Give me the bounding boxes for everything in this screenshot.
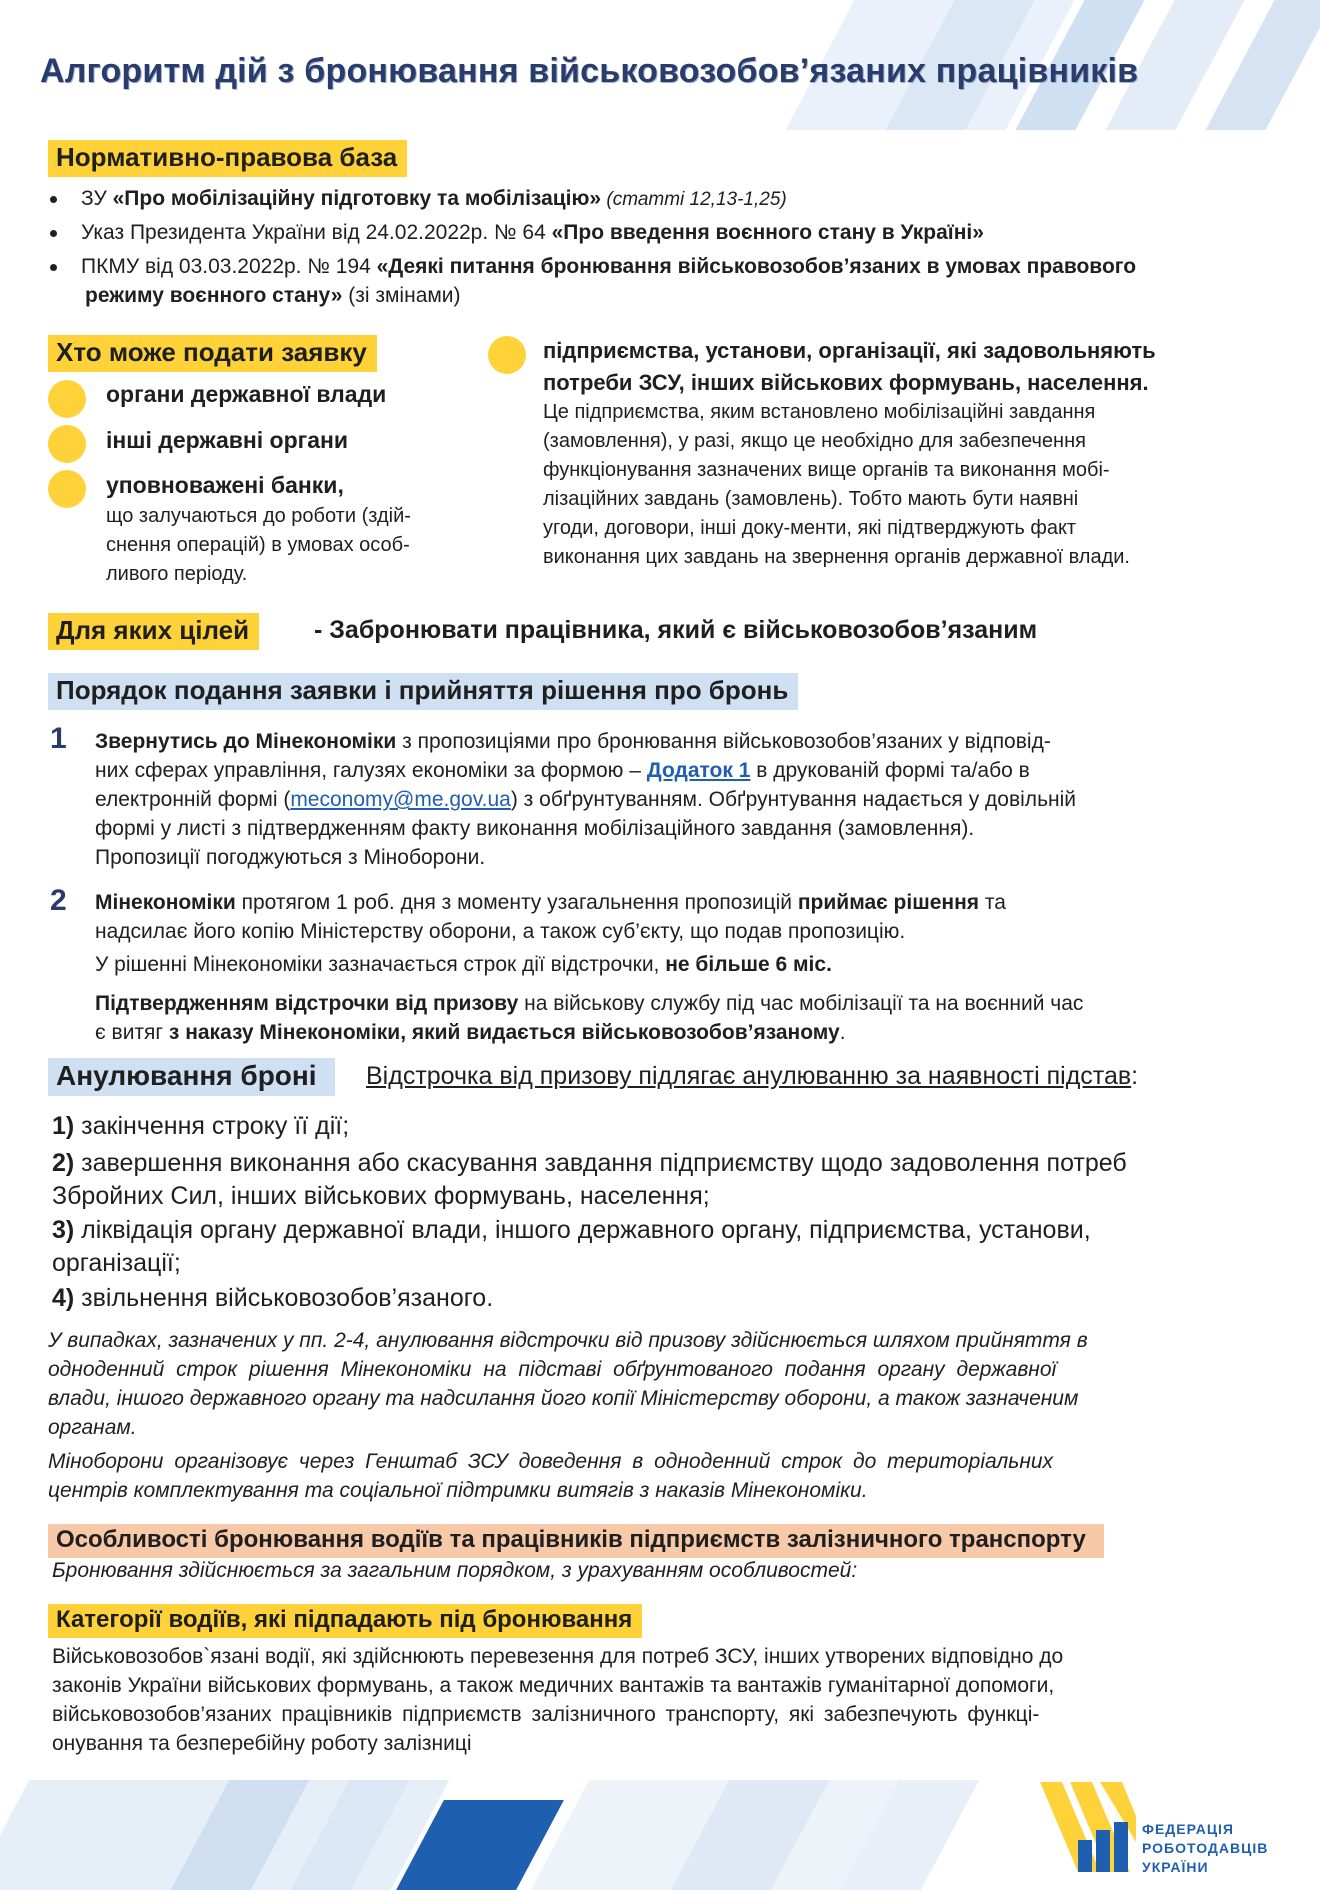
- who-right-bold-2: потреби ЗСУ, інших військових формувань, населення.: [543, 370, 1149, 395]
- legal-item-3-cont: режиму воєнного стану» (зі змінами): [85, 284, 461, 307]
- goals-text: - Забронювати працівника, який є військовозобов’язаним: [314, 616, 1038, 644]
- goals-heading: Для яких цілей: [48, 613, 259, 650]
- federation-logo-text: ФЕДЕРАЦІЯ РОБОТОДАВЦІВ УКРАЇНИ: [1142, 1821, 1269, 1875]
- cancel-note1-line-4: органам.: [48, 1416, 137, 1439]
- bullet-dot: [50, 264, 57, 271]
- who-heading: Хто може подати заявку: [48, 335, 377, 372]
- cancel-item-1: 1) закінчення строку її дії;: [52, 1112, 350, 1140]
- step1-line-3: електронній формі (meconomy@me.gov.ua) з обґрунтуванням. Обґрунтування надається у довільній: [95, 788, 1076, 811]
- drivers-heading: Особливості бронювання водіїв та працівників підприємств залізничного транспорту: [48, 1524, 1104, 1558]
- cancel-intro: Відстрочка від призову підлягає анулюванню за наявності підстав:: [366, 1062, 1139, 1090]
- step2-line-2: надсилає його копію Міністерству оборони, а також суб’єкту, що подав пропозицію.: [95, 920, 906, 943]
- procedure-heading: Порядок подання заявки і прийняття рішення про бронь: [48, 673, 798, 710]
- addendum-1-link[interactable]: Додаток 1: [646, 759, 751, 782]
- cancel-note1-line-3: влади, іншого державного органу та надсилання його копії Міністерству оборони, а також зазначеним: [48, 1387, 1079, 1410]
- who-item-3-desc-2: снення операцій) в умовах особ-: [106, 534, 410, 556]
- step-number-2: 2: [50, 884, 67, 917]
- cancel-item-3-cont: організації;: [52, 1249, 181, 1277]
- step1-line-2: них сферах управління, галузях економіки за формою – Додаток 1 в друкованій формі та/або в: [95, 759, 1030, 782]
- who-item-2: інші державні органи: [106, 427, 349, 453]
- bullet-dot: [50, 230, 57, 237]
- step-number-1: 1: [50, 722, 67, 755]
- who-right-line-3: функціонування зазначених вище органів та виконання мобі-: [543, 459, 1110, 481]
- who-item-3-desc-3: ливого періоду.: [106, 563, 248, 585]
- cancel-item-4: 4) звільнення військовозобов’язаного.: [52, 1284, 494, 1312]
- step1-line-4: формі у листі з підтвердженням факту виконання мобілізаційного завдання (замовлення).: [95, 817, 975, 840]
- yellow-circle-icon: [48, 380, 86, 418]
- drivers-category-heading: Категорії водіїв, які підпадають під бронювання: [48, 1604, 642, 1638]
- drivers-sub: Бронювання здійснюється за загальним порядком, з урахуванням особливостей:: [52, 1559, 858, 1582]
- bullet-dot: [50, 196, 57, 203]
- step2-line-1: Мінекономіки протягом 1 роб. дня з моменту узагальнення пропозицій приймає рішення та: [95, 891, 1006, 914]
- yellow-circle-icon: [48, 470, 86, 508]
- cancel-heading: Анулювання броні: [48, 1058, 335, 1096]
- who-item-1: органи державної влади: [106, 381, 387, 407]
- legal-item-1: ЗУ «Про мобілізаційну підготовку та мобілізацію» (статті 12,13-1,25): [50, 184, 787, 214]
- cancel-note1-line-1: У випадках, зазначених у пп. 2-4, анулювання відстрочки від призову здійснюється шляхом прийняття в: [48, 1329, 1088, 1352]
- who-right-line-2: (замовлення), у разі, якщо це необхідно для забезпечення: [543, 430, 1086, 452]
- cancel-note2-line-2: центрів комплектування та соціальної підтримки витягів з наказів Мінекономіки.: [48, 1479, 868, 1502]
- who-right-line-1: Це підприємства, яким встановлено мобілізаційні завдання: [543, 401, 1096, 423]
- step2-line-5: є витяг з наказу Мінекономіки, який видається військовозобов’язаному.: [95, 1021, 846, 1044]
- drivers-line-4: онування та безперебійну роботу залізниці: [52, 1732, 472, 1755]
- yellow-circle-icon: [488, 336, 526, 374]
- cancel-item-3: 3) ліквідація органу державної влади, іншого державного органу, підприємства, установи,: [52, 1216, 1091, 1244]
- legal-item-2: Указ Президента України від 24.02.2022р. № 64 «Про введення воєнного стану в Україні»: [50, 218, 984, 247]
- cancel-item-2: 2) завершення виконання або скасування завдання підприємству щодо задоволення потреб: [52, 1149, 1127, 1177]
- cancel-note2-line-1: Міноборони організовує через Генштаб ЗСУ доведення в одноденний строк до територіальних: [48, 1450, 1054, 1473]
- email-link[interactable]: meconomy@me.gov.ua: [290, 788, 511, 811]
- drivers-line-2: законів України військових формувань, а також медичних вантажів та вантажів гуманітарної допомоги,: [52, 1674, 1055, 1697]
- who-item-3-desc-1: що залучаються до роботи (здій-: [106, 505, 411, 527]
- who-right-bold-1: підприємства, установи, організації, які задовольняють: [543, 338, 1156, 363]
- page-title: Алгоритм дій з бронювання військовозобов’язаних працівників: [40, 52, 1139, 90]
- step1-line-5: Пропозиції погоджуються з Міноборони.: [95, 846, 486, 869]
- step2-line-4: Підтвердженням відстрочки від призову на військову службу під час мобілізації та на воєнний час: [95, 992, 1084, 1015]
- who-right-line-6: виконання цих завдань на звернення органів державної влади.: [543, 546, 1130, 568]
- cancel-item-2-cont: Збройних Сил, інших військових формувань, населення;: [52, 1182, 710, 1210]
- step2-line-3: У рішенні Мінекономіки зазначається строк дії відстрочки, не більше 6 міс.: [95, 953, 832, 976]
- legal-item-3: ПКМУ від 03.03.2022р. № 194 «Деякі питання бронювання військовозобов’язаних в умовах правового: [50, 252, 1136, 281]
- who-right-line-5: угоди, договори, інші доку-менти, які підтверджують факт: [543, 517, 1077, 539]
- who-right-line-4: лізаційних завдань (замовлень). Тобто мають бути наявні: [543, 488, 1079, 510]
- federation-logo-icon: [1040, 1782, 1136, 1872]
- drivers-line-3: військовозобов’язаних працівників підприємств залізничного транспорту, які забезпечують функці-: [52, 1703, 1040, 1726]
- who-item-3: уповноважені банки,: [106, 472, 344, 498]
- cancel-note1-line-2: одноденний строк рішення Мінекономіки на підставі обґрунтованого подання органу державної: [48, 1358, 1057, 1381]
- legal-heading: Нормативно-правова база: [48, 140, 407, 177]
- step1-line-1: Звернутись до Мінекономіки з пропозиціями про бронювання військовозобов’язаних у відповід-: [95, 730, 1051, 753]
- yellow-circle-icon: [48, 425, 86, 463]
- drivers-line-1: Військовозобов`язані водії, які здійснюють перевезення для потреб ЗСУ, інших утворених відповідно до: [52, 1645, 1064, 1668]
